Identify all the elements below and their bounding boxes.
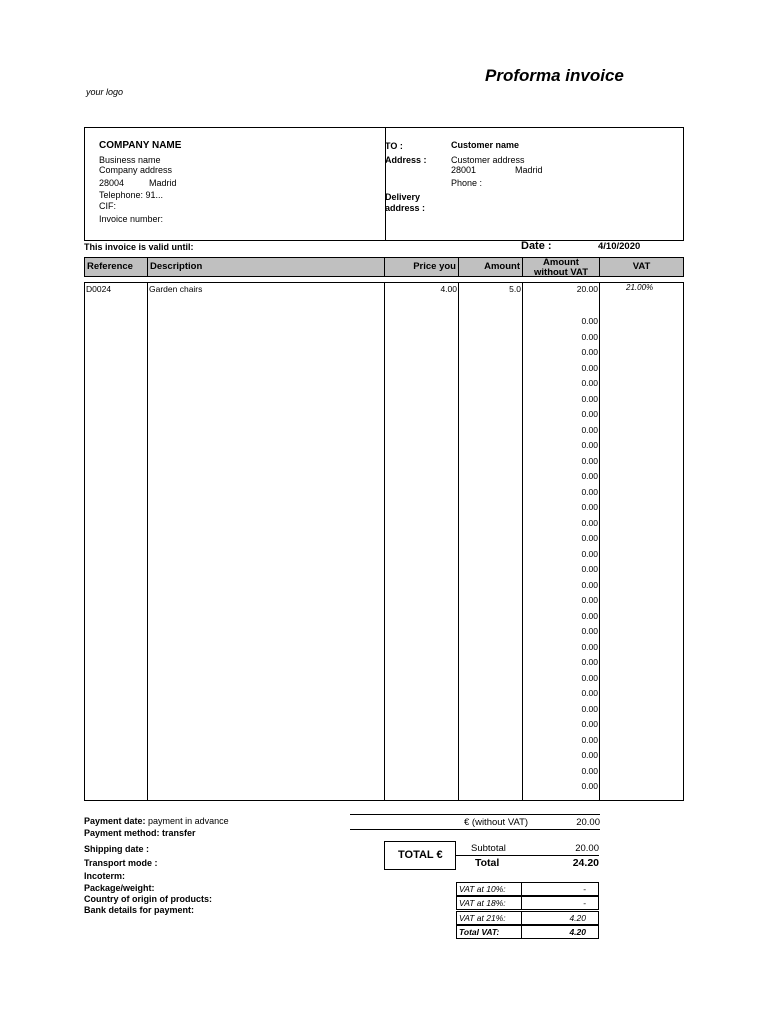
empty-row-total: 0.00 — [581, 564, 598, 574]
empty-row-total: 0.00 — [581, 703, 598, 714]
logo-placeholder: your logo — [86, 87, 124, 97]
delivery-address-label: Delivery address : — [385, 192, 426, 213]
payment-date-label: Payment date: — [84, 816, 146, 826]
company-telephone: Telephone: 91... — [99, 190, 164, 200]
table-body — [84, 282, 684, 801]
col-price: Price you — [385, 258, 459, 276]
empty-row-total: 0.00 — [581, 378, 598, 388]
total-vat-label: Total VAT: — [459, 927, 500, 937]
customer-address: Customer address — [451, 155, 525, 165]
col-line-5 — [599, 283, 600, 800]
payment-date-value: payment in advance — [148, 816, 229, 826]
to-label: TO : — [385, 141, 403, 151]
date-value: 4/10/2020 — [598, 241, 641, 252]
company-cif: CIF: — [99, 201, 116, 211]
subtotal-value: 20.00 — [575, 843, 599, 854]
vat-21-label: VAT at 21%: — [459, 913, 506, 923]
empty-row-total: 0.00 — [581, 765, 598, 776]
date-label: Date : — [521, 240, 552, 252]
payment-method: Payment method: transfer — [84, 828, 196, 838]
row-description: Garden chairs — [149, 284, 203, 294]
shipping-date: Shipping date : — [84, 844, 149, 854]
empty-row-total: 0.00 — [581, 331, 598, 342]
empty-row-total: 0.00 — [581, 316, 598, 326]
vat-21-sep — [521, 912, 522, 924]
company-name: COMPANY NAME — [99, 140, 182, 151]
empty-row-total: 0.00 — [581, 362, 598, 373]
company-city: Madrid — [149, 178, 177, 188]
col-description: Description — [148, 258, 385, 276]
empty-row-total: 0.00 — [581, 455, 598, 466]
col-line-3 — [458, 283, 459, 800]
empty-row-total: 0.00 — [581, 734, 598, 745]
row-amount: 5.0 — [509, 284, 521, 294]
empty-row-total: 0.00 — [581, 440, 598, 450]
empty-row-total: 0.00 — [581, 471, 598, 481]
empty-row-total: 0.00 — [581, 424, 598, 435]
address-label: Address : — [385, 155, 427, 165]
empty-row-total: 0.00 — [581, 517, 598, 528]
company-postal-code: 28004 — [99, 178, 125, 188]
total-vat-value: 4.20 — [569, 927, 586, 937]
empty-row-total: 0.00 — [581, 610, 598, 621]
totals-rule-top — [350, 814, 600, 815]
empty-row-total: 0.00 — [581, 688, 598, 698]
total-vat-sep — [521, 926, 522, 938]
row-total: 20.00 — [576, 284, 598, 294]
transport-mode: Transport mode : — [84, 858, 158, 868]
col-line-2 — [384, 283, 385, 800]
empty-row-total: 0.00 — [581, 657, 598, 667]
incoterm: Incoterm: — [84, 871, 126, 881]
row-vat: 21.00% — [626, 283, 654, 292]
table-header — [84, 257, 684, 277]
col-vat: VAT — [632, 261, 651, 272]
customer-name: Customer name — [451, 140, 520, 150]
party-box — [84, 127, 684, 241]
empty-row-total: 0.00 — [581, 533, 598, 543]
country-of-origin: Country of origin of products: — [84, 894, 212, 904]
empty-row-total: 0.00 — [581, 393, 598, 404]
customer-postal-code: 28001 — [451, 165, 477, 175]
total-box — [384, 841, 456, 870]
empty-row-total: 0.00 — [581, 409, 598, 419]
valid-until-label: This invoice is valid until: — [84, 242, 194, 252]
vat-18-value: - — [583, 898, 586, 908]
invoice-title: Proforma invoice — [485, 66, 624, 85]
empty-row-total: 0.00 — [581, 719, 598, 729]
total-values — [456, 842, 599, 870]
row-price: 4.00 — [440, 284, 457, 294]
col-amount-without-vat: Amount without VAT — [523, 258, 600, 276]
vat-10-value: - — [583, 884, 586, 894]
grand-total-value: 24.20 — [572, 857, 599, 869]
row-reference: D0024 — [86, 284, 112, 294]
empty-row-total: 0.00 — [581, 595, 598, 605]
empty-row-total: 0.00 — [581, 486, 598, 497]
grand-total-label: Total — [475, 857, 500, 869]
total-label: TOTAL € — [398, 849, 443, 861]
vat-21-row — [456, 911, 599, 925]
col-reference: Reference — [85, 258, 148, 276]
subtotal-label: Subtotal — [471, 843, 506, 854]
business-name: Business name — [99, 155, 161, 165]
vat-18-label: VAT at 18%: — [459, 898, 506, 908]
subtotal-rule — [456, 855, 599, 856]
empty-row-total: 0.00 — [581, 750, 598, 760]
vat-21-value: 4.20 — [569, 913, 586, 923]
customer-city: Madrid — [515, 165, 543, 175]
vat-18-sep — [521, 897, 522, 909]
payment-date — [84, 816, 229, 826]
bank-details: Bank details for payment: — [84, 905, 195, 915]
empty-row-total: 0.00 — [581, 548, 598, 559]
invoice-number: Invoice number: — [99, 214, 164, 224]
vat-10-sep — [521, 883, 522, 895]
empty-row-total: 0.00 — [581, 579, 598, 590]
col-line-1 — [147, 283, 148, 800]
empty-row-total: 0.00 — [581, 672, 598, 683]
col-amount: Amount — [459, 258, 523, 276]
phone-label: Phone : — [451, 178, 483, 188]
empty-row-total: 0.00 — [581, 502, 598, 512]
vat-10-label: VAT at 10%: — [459, 884, 506, 894]
without-vat-value: 20.00 — [576, 817, 600, 828]
total-vat-row — [456, 925, 599, 939]
company-address: Company address — [99, 165, 173, 175]
vat-18-row — [456, 896, 599, 910]
totals-rule-bottom — [350, 829, 600, 830]
empty-row-total: 0.00 — [581, 781, 598, 791]
empty-row-total: 0.00 — [581, 641, 598, 652]
vat-10-row — [456, 882, 599, 896]
without-vat-label: € (without VAT) — [464, 817, 529, 828]
empty-row-total: 0.00 — [581, 626, 598, 636]
empty-row-total: 0.00 — [581, 347, 598, 357]
package-weight: Package/weight: — [84, 883, 155, 893]
